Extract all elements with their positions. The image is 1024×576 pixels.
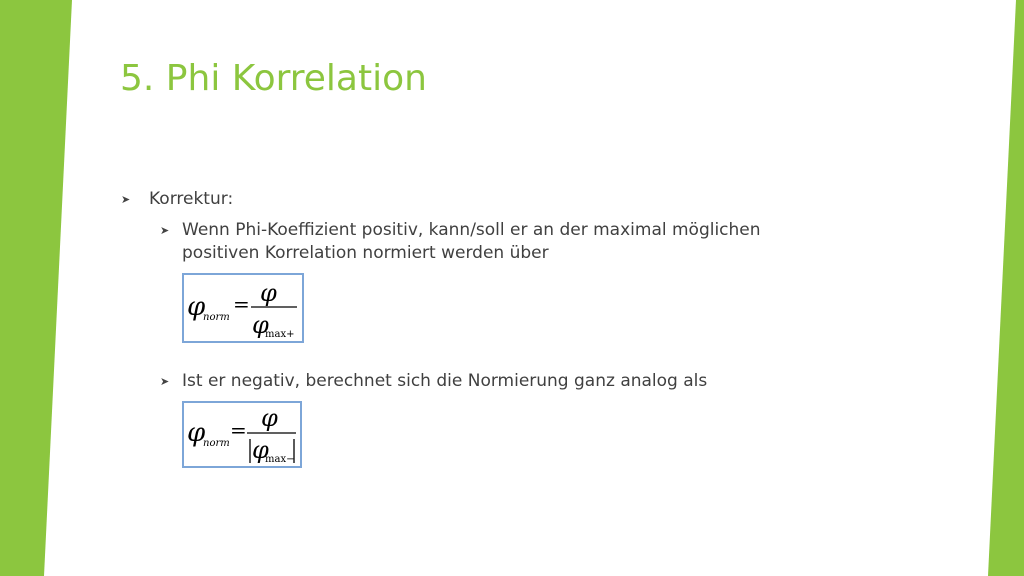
formula-lhs-sub: norm xyxy=(203,438,230,449)
slide-title: 5. Phi Korrelation xyxy=(120,58,427,99)
arrowhead-icon: ➤ xyxy=(121,193,131,206)
arrowhead-icon: ➤ xyxy=(160,375,170,388)
formula-denominator: φ xyxy=(252,311,269,339)
left-accent-bar xyxy=(0,0,72,576)
formula-denominator: φ xyxy=(252,436,269,464)
formula-numerator: φ xyxy=(260,279,277,307)
formula-equals: = xyxy=(230,418,247,442)
bullet-positive-line1: Wenn Phi-Koeffizient positiv, kann/soll er an der maximal möglichen xyxy=(182,220,761,240)
formula-equals: = xyxy=(233,292,250,316)
formula-denominator-sub: max− xyxy=(265,454,295,465)
formula-lhs: φ xyxy=(187,418,206,448)
formula-positive xyxy=(182,273,304,343)
right-accent-bar xyxy=(988,0,1024,576)
formula-negative xyxy=(182,401,302,468)
arrowhead-icon: ➤ xyxy=(160,224,170,237)
bullet-negative: Ist er negativ, berechnet sich die Normierung ganz analog als xyxy=(182,371,708,391)
bullet-korrektur: Korrektur: xyxy=(149,189,234,209)
bullet-positive-line2: positiven Korrelation normiert werden über xyxy=(182,243,549,263)
formula-numerator: φ xyxy=(261,404,278,432)
formula-lhs-sub: norm xyxy=(203,312,230,323)
formula-lhs: φ xyxy=(187,292,206,322)
formula-denominator-sub: max+ xyxy=(265,329,295,340)
